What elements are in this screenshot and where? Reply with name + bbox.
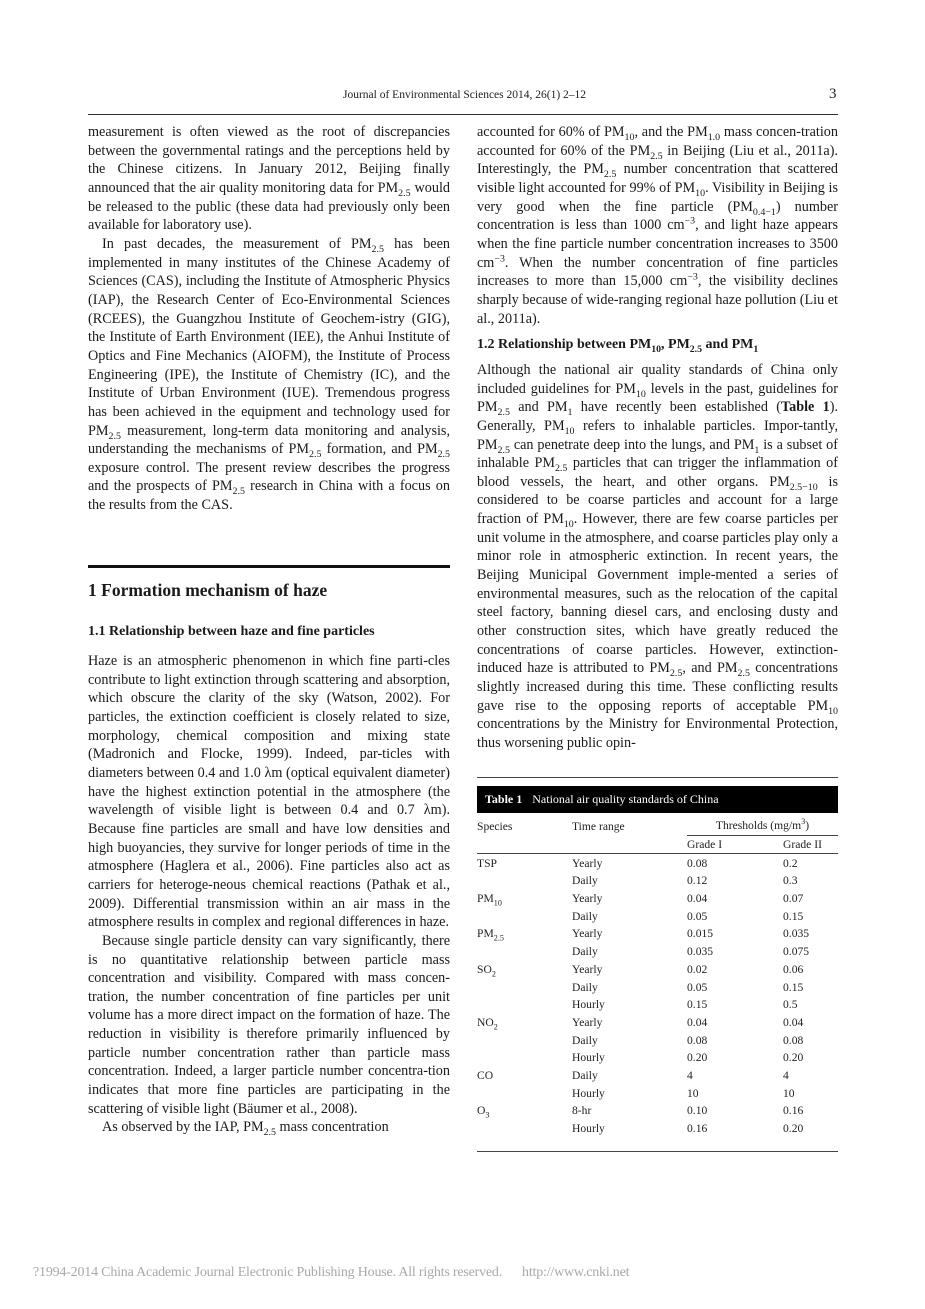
cell-grade-1: 0.08 [687,1033,708,1047]
cell-time-range: Yearly [572,892,603,906]
cell-grade-2: 0.08 [783,1033,804,1047]
cell-grade-1: 10 [687,1086,699,1100]
section-rule [88,565,450,568]
cell-species: $PM_{10}$ [477,892,502,908]
copyright-footer [33,1265,629,1281]
cell-grade-2: 0.3 [783,874,798,888]
page-number: 3 [829,86,837,102]
left-column-body [88,652,450,1137]
section-title: 1 Formation mechanism of haze [88,580,328,600]
table-row [477,1067,838,1085]
left-column [88,123,450,515]
subsection-title: 1.1 Relationship between haze and fine particles [88,624,375,639]
footer-url-link[interactable]: http://www.cnki.net [522,1265,630,1280]
cell-grade-1: 0.04 [687,892,708,906]
header-grade-1: Grade I [687,835,783,854]
cell-grade-2: 0.15 [783,909,804,923]
copyright-text: ?1994-2014 China Academic Journal Electronic Publishing House. All rights reserved. [33,1265,503,1280]
table-header-row [477,817,838,835]
cell-time-range: Yearly [572,927,603,941]
header-thresholds: Thresholds $(mg/m^3)$ [687,817,838,835]
cell-species [477,943,572,961]
paragraph: accounted for 60% of $PM_{10}$, and the $PM_{1.0}$ mass concen-tration accounted for 60% of the $PM_{2.5}$ in Beijing (Liu et al., 2011a). Interestingly, the $PM_{2.5}$ number concentration that scattered visible light accounted for 99% of $PM_{10}$. Visibility in Beijing is very good when the fine particle $(PM_{0.4-1})$ number concentration is less than 1000 $cm^{-3}$, and light haze appears when the fine particle number concentration increases to 3500 $cm^{-3}$. When the number concentration of fine particles increases to more than 15,000 $cm^{-3}$, the visibility declines sharply because of wide-ranging regional haze pollution (Liu et al., 2011a). [477,124,839,327]
table-row [477,854,838,872]
cell-grade-1: 0.15 [687,998,708,1012]
cell-grade-2: 0.04 [783,1015,804,1029]
cell-time-range: Yearly [572,1015,603,1029]
cell-time-range: Daily [572,980,598,994]
cell-grade-1: 0.08 [687,856,708,870]
table-top-rule [477,777,838,778]
table-row [477,1049,838,1067]
cell-grade-1: 0.20 [687,1051,708,1065]
cell-grade-2: 0.06 [783,962,804,976]
paragraph: In past decades, the measurement of $PM_{2.5}$ has been implemented in many institutes of the Chinese Academy of Sciences (CAS), including the Institute of Atmospheric Physics (IAP), the Research Center of Eco-Environmental Sciences (RCEES), the Guangzhou Institute of Geochem-istry (GIG), the Institute of Earth Environment (IEE), the Anhui Institute of Optics and Fine Mechanics (AIOFM), the Institute of Process Engineering (IPE), the Institute of Chemistry (IC), and the Institute of Urban Environment (IUE). Tremendous progress has been achieved in the equipment and technology used for $PM_{2.5}$ measurement, long-term data monitoring and analysis, understanding the mechanisms of $PM_{2.5}$ formation, and $PM_{2.5}$ exposure control. The present review describes the progress and the prospects of $PM_{2.5}$ research in China with a focus on the results from the CAS. [88,235,450,514]
cell-species: $SO_2$ [477,962,496,979]
cell-grade-2: 0.20 [783,1051,804,1065]
table-caption [477,786,838,813]
table-row [477,996,838,1014]
cell-time-range: Daily [572,874,598,888]
cell-species: $PM_{2.5}$ [477,927,504,943]
header-species: Species [477,819,513,833]
cell-time-range: Hourly [572,1122,605,1136]
cell-grade-1: 4 [687,1068,693,1082]
table-row [477,943,838,961]
table-row [477,1031,838,1049]
table-row [477,1102,838,1120]
cell-grade-2: 0.07 [783,892,804,906]
table-subheader-row [477,835,838,854]
cell-grade-1: 0.02 [687,962,708,976]
table-row [477,907,838,925]
table-bottom-rule [477,1151,838,1152]
right-column [477,123,838,753]
cell-grade-1: 0.16 [687,1122,708,1136]
paragraph: Although the national air quality standards of China only included guidelines for $PM_{10}$ levels in the past, guidelines for $PM_{2.5}$ and $PM_1$ have recently been established (Table 1). Generally, $PM_{10}$ refers to inhalable particles. Impor-tantly, $PM_{2.5}$ can penetrate deep into the lungs, and $PM_1$ is a subset of inhalable $PM_{2.5}$ particles that can trigger the inflammation of blood vessels, the heart, and other organs. $PM_{2.5-10}$ is considered to be coarse particles and account for a large fraction of $PM_{10}$. However, there are few coarse particles per unit volume in the atmosphere, and coarse particles play only a minor role in atmospheric extinction. In recent years, the Beijing Municipal Government imple-mented a series of environmental measures, such as the relocation of the capital steel factory, banning diesel cars, and enclosing dusty and other construction sites, which have greatly reduced the concentrations of coarse particles. However, extinction-induced haze is attributed to $PM_{2.5}$, and $PM_{2.5}$ concentrations slightly increased during this time. These conflicting results gave rise to the opposing reports of acceptable $PM_{10}$ concentrations by the Ministry for Environmental Protection, thus worsening public opin- [477,361,839,751]
table-row [477,1120,838,1138]
cell-grade-2: 0.16 [783,1104,804,1118]
cell-grade-1: 0.035 [687,945,714,959]
cell-time-range: Daily [572,909,598,923]
cell-grade-1: 0.05 [687,909,708,923]
cell-species: TSP [477,856,497,870]
cell-grade-2: 0.20 [783,1122,804,1136]
cell-species [477,1031,572,1049]
header-grade-2: Grade II [783,835,838,854]
cell-grade-1: 0.10 [687,1104,708,1118]
cell-grade-2: 0.15 [783,980,804,994]
cell-species [477,1084,572,1102]
cell-grade-2: 0.2 [783,856,798,870]
cell-species: $NO_2$ [477,1015,498,1032]
table-row [477,1014,838,1032]
cell-species [477,872,572,890]
cell-time-range: Hourly [572,1051,605,1065]
table-label: Table 1 [485,792,523,806]
cell-species: $O_3$ [477,1104,490,1120]
subsection-title: 1.2 Relationship between $PM_{10}$, $PM_{2.5}$ and $PM_1$ [477,337,759,356]
cell-time-range: Daily [572,1068,598,1082]
journal-citation: Journal of Environmental Sciences 2014, 26(1) 2–12 [343,89,587,101]
cell-time-range: Yearly [572,962,603,976]
cell-species [477,1120,572,1138]
cell-species [477,1049,572,1067]
cell-species [477,907,572,925]
cell-grade-2: 10 [783,1086,795,1100]
paragraph: Haze is an atmospheric phenomenon in which fine parti-cles contribute to light extinction through scattering and absorption, which obscure the clarity of the sky (Watson, 2002). For particles, the extinction coefficient is closely related to size, morphology, chemical composition and mixing state (Madronich and Flocke, 1999). Indeed, par-ticles with diameters between 0.4 and 1.0 λm (optical equivalent diameter) have the highest extinction potential in the atmosphere (the wavelength of visible light is between 0.4 and 0.7 λm). Because fine particles are small and have low densities and high buoyancies, they survive for longer periods of time in the atmosphere (Haglera et al., 2006). Fine particles also act as carriers for heteroge-neous chemical reactions (Pathak et al., 2009). Differential transmission within an air mass in the atmosphere results in complex and regional differences in haze. [88,653,450,931]
paragraph: measurement is often viewed as the root of discrepancies between the governmental ratings and the perceptions held by the Chinese citizens. In January 2012, Beijing finally announced that the air quality monitoring data for $PM_{2.5}$ would be released to the public (these data had previously only been available for laboratory use). [88,124,450,234]
cell-time-range: Daily [572,1033,598,1047]
table-row [477,978,838,996]
cell-grade-2: 0.075 [783,945,810,959]
table-row [477,1084,838,1102]
air-quality-standards-table [477,817,838,1137]
cell-time-range: Hourly [572,1086,605,1100]
cell-grade-1: 0.015 [687,927,714,941]
paragraph: Because single particle density can vary significantly, there is no quantitative relationship between particle mass concentration and visibility. Compared with mass concen-tration, the number concentration of fine particles per unit volume has a more direct impact on the formation of haze. The reduction in visibility is therefore primarily influenced by particle number concentration rather than particle mass concentration. Indeed, a larger particle number concentra-tion indicates that more fine particles are participating in the scattering of visible light (Bäumer et al., 2008). [88,932,450,1117]
cell-species [477,978,572,996]
table-row [477,925,838,943]
cell-grade-1: 0.04 [687,1015,708,1029]
table-caption-text: National air quality standards of China [532,792,719,806]
cell-species [477,996,572,1014]
cell-grade-1: 0.12 [687,874,708,888]
cell-grade-1: 0.05 [687,980,708,994]
cell-grade-2: 0.5 [783,998,798,1012]
table-row [477,872,838,890]
cell-time-range: Hourly [572,998,605,1012]
table-row [477,961,838,979]
cell-time-range: 8-hr [572,1104,592,1118]
paragraph: As observed by the IAP, $PM_{2.5}$ mass concentration [102,1119,389,1139]
table-row [477,890,838,908]
cell-species: CO [477,1068,494,1082]
table-reference-link[interactable]: Table 1 [780,399,830,416]
cell-time-range: Yearly [572,856,603,870]
cell-time-range: Daily [572,945,598,959]
cell-grade-2: 0.035 [783,927,810,941]
cell-grade-2: 4 [783,1068,789,1082]
header-rule [88,114,838,115]
header-time-range: Time range [572,819,625,833]
